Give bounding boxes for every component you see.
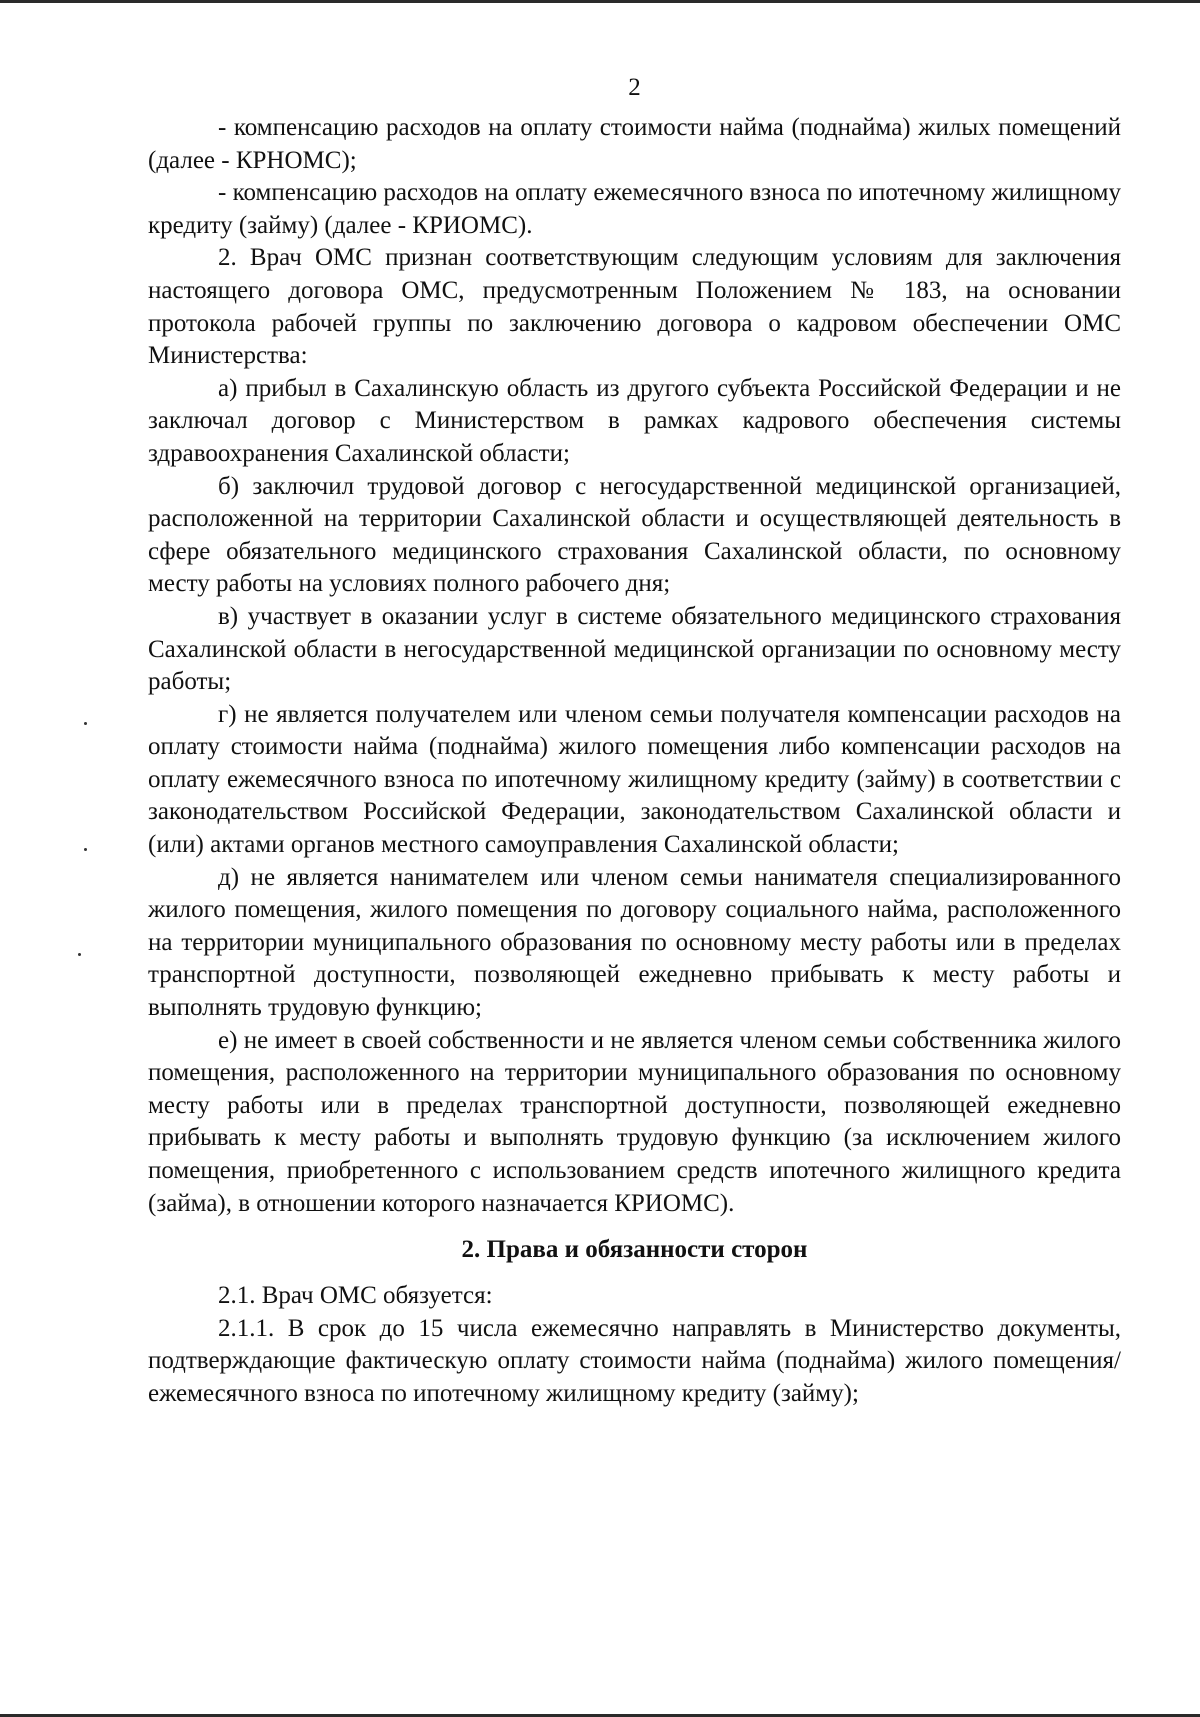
paragraph-condition-a: а) прибыл в Сахалинскую область из другого субъекта Российской Федерации и не заключал договор с Министерством в рамках кадрового обеспечения системы здравоохранения Сахалинской области;: [148, 374, 1121, 467]
paragraph-2-1: 2.1. Врач ОМС обязуется:: [218, 1282, 493, 1310]
paragraph-2-1-1: 2.1.1. В срок до 15 числа ежемесячно направлять в Министерство документы, подтверждающие фактическую оплату стоимости найма (поднайма) жилого помещения/ежемесячного взноса по ипотечному жилищному кредиту (займу);: [148, 1314, 1121, 1407]
scan-speck: [84, 722, 87, 725]
page-number: 2: [628, 74, 641, 101]
scan-speck: [78, 953, 81, 956]
paragraph-condition-g: г) не является получателем или членом семьи получателя компенсации расходов на оплату стоимости найма (поднайма) жилого помещения либо компенсации расходов на оплату ежемесячного взноса по ипотечному жилищному кредиту (займу) в соответствии с законодательством Российской Федерации, законодательством Сахалинской области и (или) актами органов местного самоуправления Сахалинской области;: [148, 700, 1121, 859]
document-page: [148, 72, 1121, 1411]
paragraph-item-2: 2. Врач ОМС признан соответствующим следующим условиям для заключения настоящего договора ОМС, предусмотренным Положением № 183, на основании протокола рабочей группы по заключению договора о кадровом обеспечении ОМС Министерства:: [148, 244, 1121, 370]
paragraph-condition-v: в) участвует в оказании услуг в системе обязательного медицинского страхования Сахалинской области в негосударственной медицинской организации по основному месту работы;: [148, 602, 1121, 696]
paragraph-compensation-rent: - компенсацию расходов на оплату стоимости найма (поднайма) жилых помещений (далее - КРНОМС);: [148, 114, 1121, 174]
paragraph-condition-e: е) не имеет в своей собственности и не является членом семьи собственника жилого помещения, расположенного на территории муниципального образования по основному месту работы или в пределах транспортной доступности, позволяющей ежедневно прибывать к месту работы и выполнять трудовую функцию (за исключением жилого помещения, приобретенного с использованием средств ипотечного жилищного кредита (займа), в отношении которого назначается КРИОМС).: [148, 1026, 1121, 1217]
paragraph-condition-b: б) заключил трудовой договор с негосударственной медицинской организацией, расположенной на территории Сахалинской области и осуществляющей деятельность в сфере обязательного медицинского страхования Сахалинской области, по основному месту работы на условиях полного рабочего дня;: [148, 472, 1121, 598]
scan-edge-top: [0, 0, 1200, 3]
section-heading: 2. Права и обязанности сторон: [461, 1236, 808, 1264]
paragraph-condition-d: д) не является нанимателем или членом семьи нанимателя специализированного жилого помещения, жилого помещения по договору социального найма, расположенного на территории муниципального образования по основному месту работы или в пределах транспортной доступности, позволяющей ежедневно прибывать к месту работы и выполнять трудовую функцию;: [148, 863, 1121, 1022]
scan-speck: [84, 848, 87, 851]
paragraph-compensation-mortgage: - компенсацию расходов на оплату ежемесячного взноса по ипотечному жилищному кредиту (займу) (далее - КРИОМС).: [148, 179, 1121, 239]
